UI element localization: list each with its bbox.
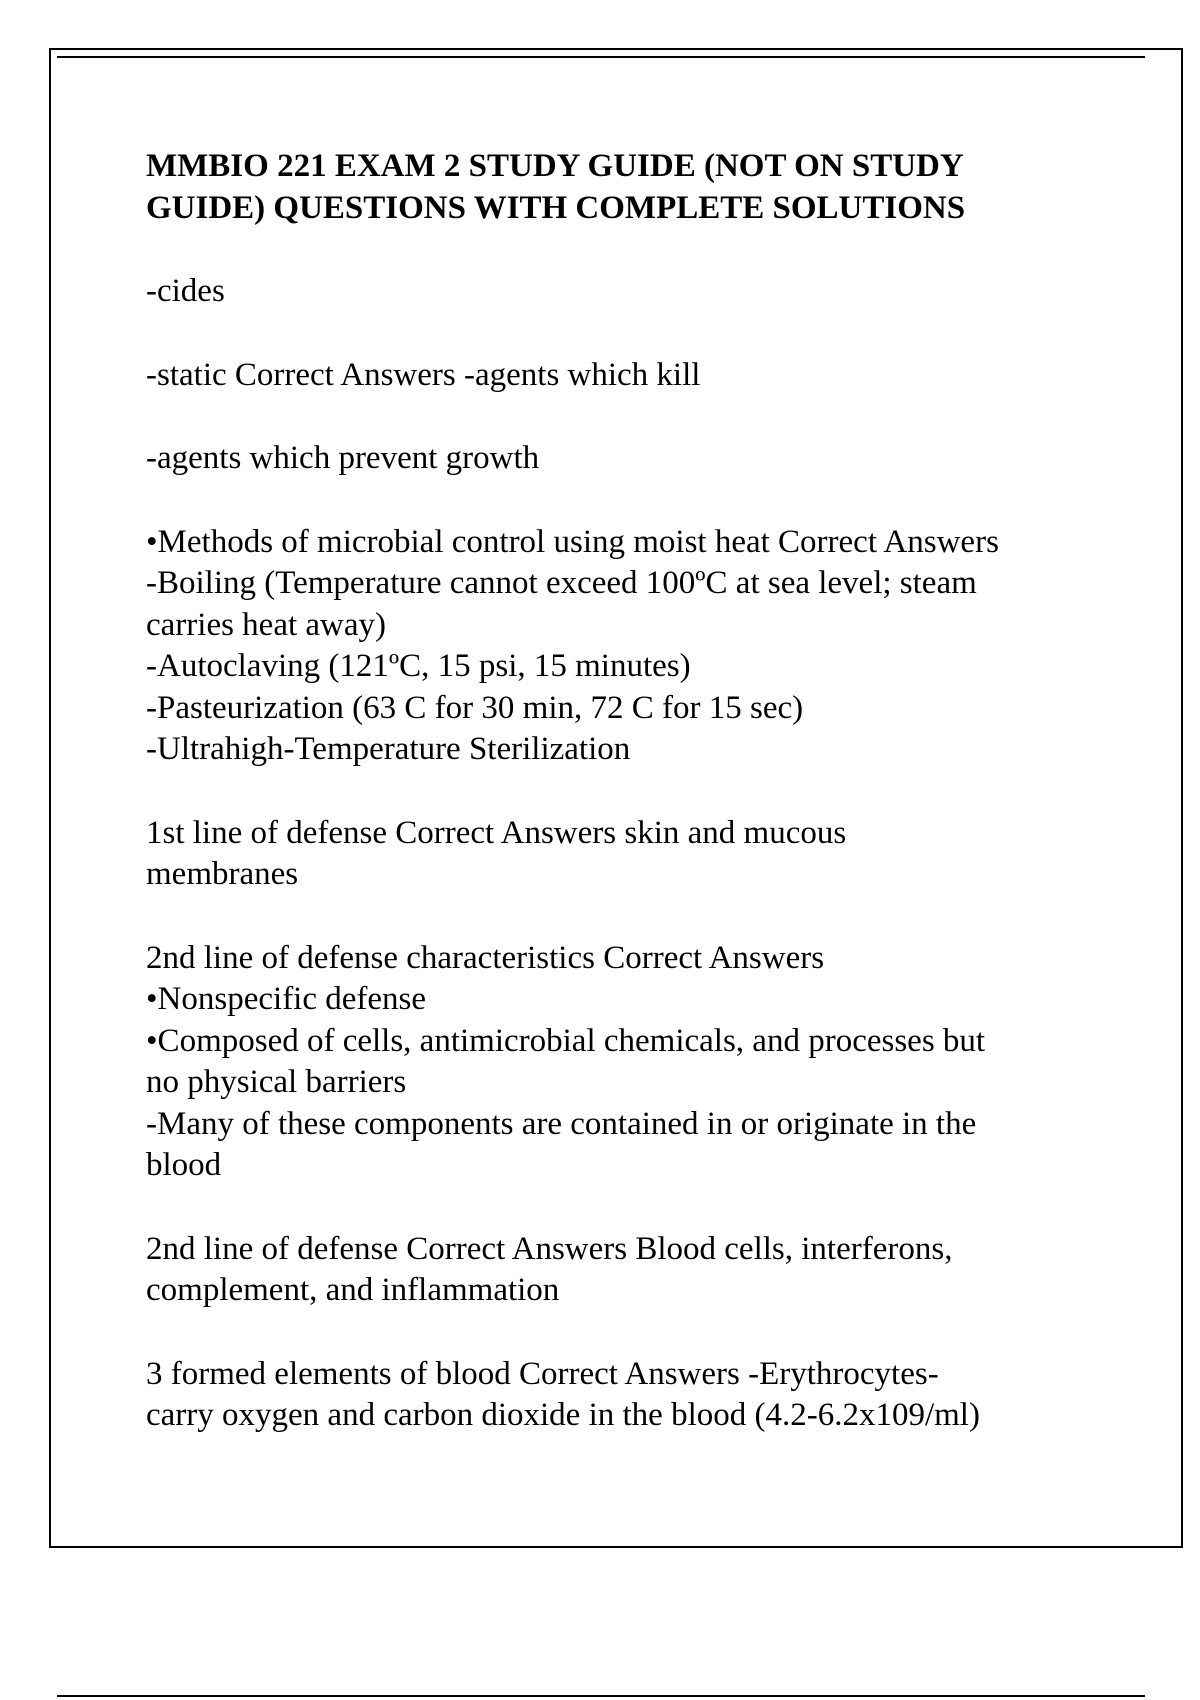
document-body [146, 146, 1106, 1437]
text-line: 3 formed elements of blood Correct Answers -Erythrocytes- [146, 1355, 939, 1392]
text-line: 2nd line of defense Correct Answers Blood cells, interferons, [146, 1230, 953, 1267]
text-line: •Methods of microbial control using moist heat Correct Answers [146, 523, 999, 560]
text-line: -Many of these components are contained in or originate in the [146, 1105, 977, 1142]
text-line: -Autoclaving (121ºC, 15 psi, 15 minutes) [146, 648, 691, 684]
text-line: no physical barriers [146, 1064, 407, 1100]
text-line: -Ultrahigh-Temperature Sterilization [146, 731, 631, 767]
title-line: MMBIO 221 EXAM 2 STUDY GUIDE (NOT ON STUDY [146, 148, 964, 184]
text-line: -Pasteurization (63 C for 30 min, 72 C for 15 sec) [146, 689, 804, 726]
text-line: •Composed of cells, antimicrobial chemicals, and processes but [146, 1022, 986, 1059]
text-line: carry oxygen and carbon dioxide in the blood (4.2-6.2x109/ml) [146, 1397, 980, 1433]
qa-block-first-line-defense [146, 813, 1106, 896]
text-line: -agents which prevent growth [146, 440, 540, 476]
title-line: GUIDE) QUESTIONS WITH COMPLETE SOLUTIONS [146, 189, 966, 226]
qa-block-cides [146, 271, 1106, 313]
text-line: •Nonspecific defense [146, 981, 427, 1017]
text-line: 2nd line of defense characteristics Correct Answers [146, 939, 825, 976]
text-line: -static Correct Answers -agents which kill [146, 356, 701, 393]
text-line: -cides [146, 273, 225, 309]
text-line: -Boiling (Temperature cannot exceed 100ºC at sea level; steam [146, 565, 977, 601]
text-line: complement, and inflammation [146, 1272, 560, 1308]
bottom-rule [57, 1695, 1145, 1697]
document-title [146, 146, 1106, 229]
qa-block-second-line-defense [146, 1229, 1106, 1312]
qa-block-second-line-characteristics [146, 938, 1106, 1187]
qa-block-prevent-growth [146, 438, 1106, 480]
text-line: membranes [146, 856, 299, 892]
text-line: blood [146, 1147, 222, 1183]
qa-block-formed-elements [146, 1354, 1106, 1437]
text-line: carries heat away) [146, 606, 387, 643]
text-line: 1st line of defense Correct Answers skin and mucous [146, 814, 847, 851]
qa-block-moist-heat [146, 522, 1106, 771]
top-rule [57, 56, 1145, 58]
qa-block-static [146, 355, 1106, 397]
